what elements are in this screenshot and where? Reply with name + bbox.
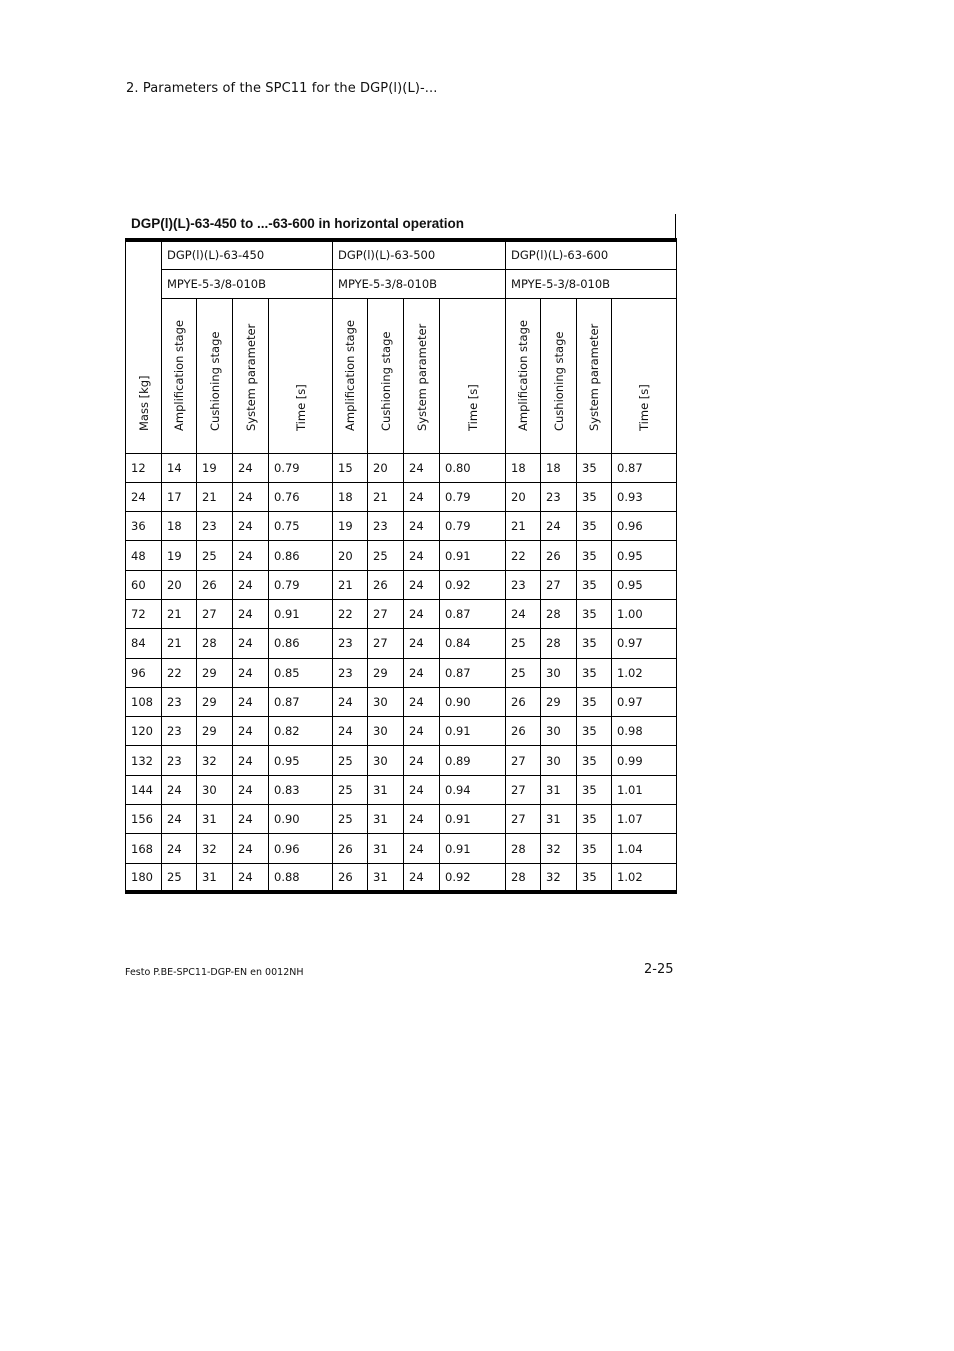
value-cell: 25 bbox=[333, 746, 368, 775]
group-model-450: DGP(l)(L)-63-450 bbox=[162, 240, 333, 269]
mass-cell: 48 bbox=[126, 541, 162, 570]
value-cell: 29 bbox=[368, 658, 404, 687]
value-cell: 29 bbox=[197, 687, 233, 716]
value-cell: 35 bbox=[577, 482, 612, 511]
value-cell: 0.91 bbox=[440, 834, 506, 863]
value-cell: 32 bbox=[541, 863, 577, 892]
value-cell: 24 bbox=[404, 629, 440, 658]
value-cell: 0.91 bbox=[440, 717, 506, 746]
value-cell: 24 bbox=[404, 863, 440, 892]
value-cell: 23 bbox=[162, 717, 197, 746]
value-cell: 35 bbox=[577, 453, 612, 482]
value-cell: 26 bbox=[506, 717, 541, 746]
value-cell: 28 bbox=[541, 629, 577, 658]
value-cell: 23 bbox=[333, 658, 368, 687]
value-cell: 35 bbox=[577, 629, 612, 658]
value-cell: 23 bbox=[197, 512, 233, 541]
value-cell: 24 bbox=[333, 717, 368, 746]
value-cell: 24 bbox=[233, 658, 269, 687]
value-cell: 32 bbox=[541, 834, 577, 863]
sub-header-label: System parameter bbox=[587, 323, 602, 431]
value-cell: 0.79 bbox=[440, 482, 506, 511]
value-cell: 30 bbox=[541, 746, 577, 775]
value-cell: 0.98 bbox=[612, 717, 677, 746]
value-cell: 24 bbox=[541, 512, 577, 541]
value-cell: 24 bbox=[404, 512, 440, 541]
mass-cell: 60 bbox=[126, 570, 162, 599]
value-cell: 18 bbox=[541, 453, 577, 482]
sub-header-label: Cushioning stage bbox=[207, 331, 222, 431]
value-cell: 24 bbox=[404, 599, 440, 628]
value-cell: 0.97 bbox=[612, 629, 677, 658]
value-cell: 24 bbox=[404, 746, 440, 775]
running-head: 2. Parameters of the SPC11 for the DGP(l)(L)-... bbox=[126, 81, 438, 96]
value-cell: 35 bbox=[577, 775, 612, 804]
sub-column-header-row bbox=[126, 298, 677, 453]
value-cell: 0.90 bbox=[269, 805, 333, 834]
sub-header-time bbox=[612, 298, 677, 453]
sub-header-time bbox=[269, 298, 333, 453]
sub-header-cushioning-stage bbox=[197, 298, 233, 453]
value-cell: 24 bbox=[506, 599, 541, 628]
footer-doc-id: Festo P.BE-SPC11-DGP-EN en 0012NH bbox=[125, 967, 304, 978]
value-cell: 0.94 bbox=[440, 775, 506, 804]
value-cell: 35 bbox=[577, 512, 612, 541]
value-cell: 20 bbox=[162, 570, 197, 599]
value-cell: 0.76 bbox=[269, 482, 333, 511]
value-cell: 1.02 bbox=[612, 863, 677, 892]
mass-cell: 72 bbox=[126, 599, 162, 628]
sub-header-cushioning-stage bbox=[368, 298, 404, 453]
value-cell: 21 bbox=[162, 599, 197, 628]
value-cell: 31 bbox=[197, 863, 233, 892]
value-cell: 0.89 bbox=[440, 746, 506, 775]
value-cell: 27 bbox=[197, 599, 233, 628]
value-cell: 29 bbox=[541, 687, 577, 716]
value-cell: 1.07 bbox=[612, 805, 677, 834]
value-cell: 23 bbox=[541, 482, 577, 511]
value-cell: 26 bbox=[333, 863, 368, 892]
value-cell: 24 bbox=[233, 453, 269, 482]
group-valve-450: MPYE-5-3/8-010B bbox=[162, 269, 333, 298]
value-cell: 19 bbox=[197, 453, 233, 482]
value-cell: 35 bbox=[577, 570, 612, 599]
sub-header-label: Cushioning stage bbox=[551, 331, 566, 431]
sub-header-amplification-stage bbox=[162, 298, 197, 453]
mass-cell: 36 bbox=[126, 512, 162, 541]
table-body bbox=[126, 453, 677, 892]
value-cell: 23 bbox=[333, 629, 368, 658]
sub-header-system-parameter bbox=[577, 298, 612, 453]
value-cell: 24 bbox=[233, 570, 269, 599]
value-cell: 24 bbox=[233, 541, 269, 570]
value-cell: 30 bbox=[368, 717, 404, 746]
value-cell: 0.83 bbox=[269, 775, 333, 804]
sub-header-label: System parameter bbox=[243, 323, 258, 431]
value-cell: 30 bbox=[368, 687, 404, 716]
sub-header-amplification-stage bbox=[333, 298, 368, 453]
value-cell: 24 bbox=[404, 570, 440, 599]
value-cell: 24 bbox=[404, 658, 440, 687]
mass-cell: 132 bbox=[126, 746, 162, 775]
group-valve-500: MPYE-5-3/8-010B bbox=[333, 269, 506, 298]
value-cell: 24 bbox=[162, 775, 197, 804]
table-row bbox=[126, 599, 677, 628]
value-cell: 31 bbox=[541, 805, 577, 834]
value-cell: 25 bbox=[333, 805, 368, 834]
value-cell: 35 bbox=[577, 687, 612, 716]
value-cell: 27 bbox=[368, 599, 404, 628]
table-row bbox=[126, 482, 677, 511]
value-cell: 20 bbox=[333, 541, 368, 570]
sub-header-label: Amplification stage bbox=[343, 319, 358, 431]
value-cell: 21 bbox=[368, 482, 404, 511]
value-cell: 31 bbox=[541, 775, 577, 804]
value-cell: 24 bbox=[404, 687, 440, 716]
table-row bbox=[126, 570, 677, 599]
value-cell: 0.91 bbox=[440, 541, 506, 570]
value-cell: 30 bbox=[541, 658, 577, 687]
value-cell: 32 bbox=[197, 746, 233, 775]
value-cell: 28 bbox=[506, 863, 541, 892]
value-cell: 31 bbox=[368, 863, 404, 892]
value-cell: 23 bbox=[506, 570, 541, 599]
value-cell: 0.79 bbox=[440, 512, 506, 541]
value-cell: 30 bbox=[541, 717, 577, 746]
value-cell: 24 bbox=[404, 482, 440, 511]
value-cell: 0.97 bbox=[612, 687, 677, 716]
value-cell: 18 bbox=[333, 482, 368, 511]
value-cell: 0.95 bbox=[269, 746, 333, 775]
value-cell: 24 bbox=[233, 482, 269, 511]
table-row bbox=[126, 541, 677, 570]
value-cell: 31 bbox=[368, 834, 404, 863]
mass-cell: 24 bbox=[126, 482, 162, 511]
value-cell: 23 bbox=[368, 512, 404, 541]
value-cell: 23 bbox=[162, 687, 197, 716]
value-cell: 0.90 bbox=[440, 687, 506, 716]
parameter-table bbox=[125, 238, 677, 894]
table-row bbox=[126, 717, 677, 746]
value-cell: 26 bbox=[506, 687, 541, 716]
value-cell: 28 bbox=[197, 629, 233, 658]
value-cell: 25 bbox=[506, 658, 541, 687]
value-cell: 0.75 bbox=[269, 512, 333, 541]
sub-header-label: Amplification stage bbox=[172, 319, 186, 431]
sub-header-label: System parameter bbox=[414, 323, 429, 431]
sub-header-label: Time [s] bbox=[293, 383, 308, 431]
sub-header-cushioning-stage bbox=[541, 298, 577, 453]
value-cell: 14 bbox=[162, 453, 197, 482]
value-cell: 17 bbox=[162, 482, 197, 511]
value-cell: 0.87 bbox=[269, 687, 333, 716]
value-cell: 26 bbox=[333, 834, 368, 863]
value-cell: 27 bbox=[368, 629, 404, 658]
value-cell: 29 bbox=[197, 658, 233, 687]
value-cell: 31 bbox=[368, 775, 404, 804]
value-cell: 0.95 bbox=[612, 570, 677, 599]
value-cell: 24 bbox=[404, 805, 440, 834]
value-cell: 26 bbox=[197, 570, 233, 599]
value-cell: 29 bbox=[197, 717, 233, 746]
value-cell: 0.92 bbox=[440, 570, 506, 599]
table-row bbox=[126, 658, 677, 687]
table-row bbox=[126, 512, 677, 541]
value-cell: 21 bbox=[506, 512, 541, 541]
mass-cell: 156 bbox=[126, 805, 162, 834]
value-cell: 0.86 bbox=[269, 629, 333, 658]
value-cell: 24 bbox=[162, 805, 197, 834]
table-row bbox=[126, 775, 677, 804]
value-cell: 35 bbox=[577, 805, 612, 834]
table-row bbox=[126, 687, 677, 716]
value-cell: 25 bbox=[197, 541, 233, 570]
parameter-table-section bbox=[125, 214, 676, 894]
value-cell: 24 bbox=[233, 687, 269, 716]
mass-cell: 96 bbox=[126, 658, 162, 687]
value-cell: 24 bbox=[233, 775, 269, 804]
value-cell: 32 bbox=[197, 834, 233, 863]
value-cell: 35 bbox=[577, 541, 612, 570]
mass-cell: 108 bbox=[126, 687, 162, 716]
value-cell: 0.80 bbox=[440, 453, 506, 482]
value-cell: 21 bbox=[197, 482, 233, 511]
value-cell: 35 bbox=[577, 658, 612, 687]
value-cell: 27 bbox=[541, 570, 577, 599]
value-cell: 20 bbox=[368, 453, 404, 482]
mass-cell: 180 bbox=[126, 863, 162, 892]
mass-cell: 84 bbox=[126, 629, 162, 658]
mass-label: Mass [kg] bbox=[136, 374, 151, 431]
value-cell: 0.79 bbox=[269, 570, 333, 599]
mass-cell: 120 bbox=[126, 717, 162, 746]
value-cell: 1.02 bbox=[612, 658, 677, 687]
value-cell: 0.86 bbox=[269, 541, 333, 570]
value-cell: 24 bbox=[233, 805, 269, 834]
value-cell: 0.91 bbox=[269, 599, 333, 628]
sub-header-label: Amplification stage bbox=[516, 319, 531, 431]
value-cell: 24 bbox=[233, 863, 269, 892]
value-cell: 30 bbox=[197, 775, 233, 804]
value-cell: 0.85 bbox=[269, 658, 333, 687]
value-cell: 24 bbox=[233, 599, 269, 628]
value-cell: 18 bbox=[162, 512, 197, 541]
mass-column-header bbox=[126, 240, 162, 453]
value-cell: 26 bbox=[368, 570, 404, 599]
value-cell: 35 bbox=[577, 599, 612, 628]
value-cell: 24 bbox=[233, 834, 269, 863]
value-cell: 0.87 bbox=[612, 453, 677, 482]
value-cell: 26 bbox=[541, 541, 577, 570]
value-cell: 24 bbox=[233, 512, 269, 541]
sub-header-label: Time [s] bbox=[465, 383, 480, 431]
mass-cell: 12 bbox=[126, 453, 162, 482]
value-cell: 27 bbox=[506, 775, 541, 804]
value-cell: 18 bbox=[506, 453, 541, 482]
value-cell: 20 bbox=[506, 482, 541, 511]
value-cell: 25 bbox=[162, 863, 197, 892]
value-cell: 22 bbox=[162, 658, 197, 687]
value-cell: 25 bbox=[368, 541, 404, 570]
value-cell: 24 bbox=[404, 834, 440, 863]
value-cell: 1.01 bbox=[612, 775, 677, 804]
value-cell: 35 bbox=[577, 746, 612, 775]
table-row bbox=[126, 834, 677, 863]
value-cell: 35 bbox=[577, 834, 612, 863]
table-row bbox=[126, 863, 677, 892]
value-cell: 1.04 bbox=[612, 834, 677, 863]
value-cell: 24 bbox=[404, 775, 440, 804]
table-title: DGP(l)(L)-63-450 to ...-63-600 in horizontal operation bbox=[125, 214, 676, 238]
value-cell: 24 bbox=[404, 717, 440, 746]
value-cell: 24 bbox=[162, 834, 197, 863]
sub-header-system-parameter bbox=[233, 298, 269, 453]
value-cell: 23 bbox=[162, 746, 197, 775]
value-cell: 25 bbox=[506, 629, 541, 658]
value-cell: 24 bbox=[233, 629, 269, 658]
value-cell: 0.99 bbox=[612, 746, 677, 775]
value-cell: 0.96 bbox=[612, 512, 677, 541]
mass-cell: 168 bbox=[126, 834, 162, 863]
value-cell: 0.93 bbox=[612, 482, 677, 511]
value-cell: 31 bbox=[197, 805, 233, 834]
value-cell: 31 bbox=[368, 805, 404, 834]
table-row bbox=[126, 805, 677, 834]
value-cell: 15 bbox=[333, 453, 368, 482]
value-cell: 0.95 bbox=[612, 541, 677, 570]
value-cell: 27 bbox=[506, 746, 541, 775]
value-cell: 24 bbox=[233, 746, 269, 775]
sub-header-label: Time [s] bbox=[637, 383, 652, 431]
value-cell: 19 bbox=[162, 541, 197, 570]
value-cell: 0.82 bbox=[269, 717, 333, 746]
value-cell: 0.88 bbox=[269, 863, 333, 892]
value-cell: 0.91 bbox=[440, 805, 506, 834]
value-cell: 27 bbox=[506, 805, 541, 834]
value-cell: 28 bbox=[541, 599, 577, 628]
value-cell: 35 bbox=[577, 863, 612, 892]
group-model-500: DGP(l)(L)-63-500 bbox=[333, 240, 506, 269]
value-cell: 21 bbox=[333, 570, 368, 599]
value-cell: 0.84 bbox=[440, 629, 506, 658]
value-cell: 24 bbox=[404, 541, 440, 570]
value-cell: 0.92 bbox=[440, 863, 506, 892]
value-cell: 28 bbox=[506, 834, 541, 863]
page-number: 2-25 bbox=[644, 962, 674, 977]
table-row bbox=[126, 453, 677, 482]
mass-cell: 144 bbox=[126, 775, 162, 804]
value-cell: 35 bbox=[577, 717, 612, 746]
group-valve-600: MPYE-5-3/8-010B bbox=[506, 269, 677, 298]
value-cell: 0.96 bbox=[269, 834, 333, 863]
value-cell: 24 bbox=[333, 687, 368, 716]
sub-header-amplification-stage bbox=[506, 298, 541, 453]
sub-header-label: Cushioning stage bbox=[378, 331, 393, 431]
value-cell: 19 bbox=[333, 512, 368, 541]
value-cell: 1.00 bbox=[612, 599, 677, 628]
value-cell: 21 bbox=[162, 629, 197, 658]
value-cell: 25 bbox=[333, 775, 368, 804]
sub-header-system-parameter bbox=[404, 298, 440, 453]
value-cell: 22 bbox=[506, 541, 541, 570]
value-cell: 22 bbox=[333, 599, 368, 628]
value-cell: 0.87 bbox=[440, 658, 506, 687]
value-cell: 0.79 bbox=[269, 453, 333, 482]
value-cell: 24 bbox=[233, 717, 269, 746]
value-cell: 30 bbox=[368, 746, 404, 775]
group-model-600: DGP(l)(L)-63-600 bbox=[506, 240, 677, 269]
table-row bbox=[126, 746, 677, 775]
sub-header-time bbox=[440, 298, 506, 453]
table-row bbox=[126, 629, 677, 658]
value-cell: 24 bbox=[404, 453, 440, 482]
value-cell: 0.87 bbox=[440, 599, 506, 628]
